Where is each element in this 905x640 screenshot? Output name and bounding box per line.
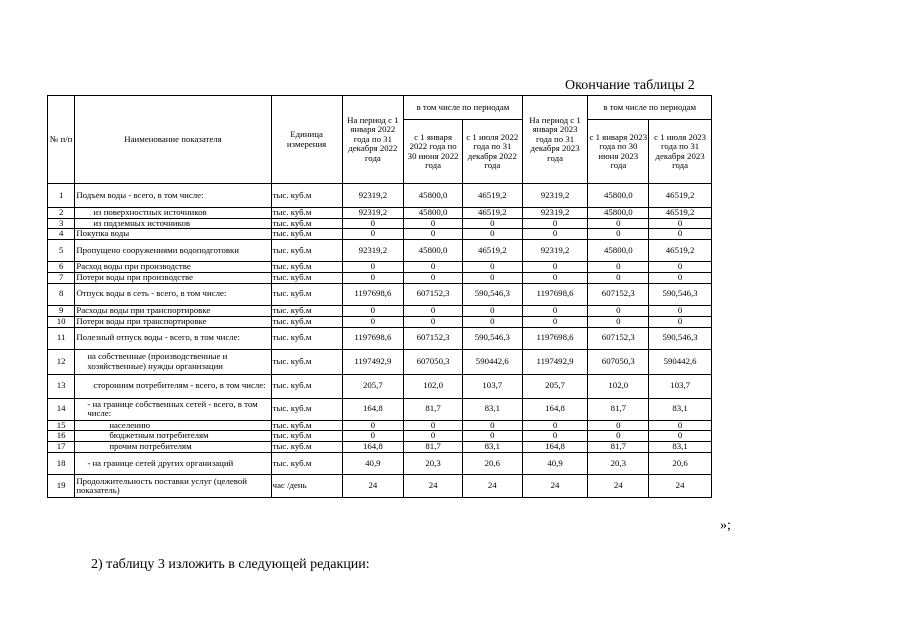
row-number: 18	[48, 453, 75, 475]
value-cell: 0	[342, 420, 404, 431]
indicator-name: из подземных источников	[75, 218, 271, 229]
value-cell: 0	[404, 229, 463, 240]
value-cell: 0	[588, 229, 649, 240]
table-row	[48, 316, 712, 327]
value-cell: 92319,2	[342, 184, 404, 208]
value-cell: 92319,2	[522, 208, 588, 219]
row-number: 6	[48, 262, 75, 273]
unit-cell: тыс. куб.м	[271, 184, 342, 208]
indicator-name: Подъем воды - всего, в том числе:	[75, 184, 271, 208]
table-row	[48, 349, 712, 374]
value-cell: 0	[342, 272, 404, 283]
indicator-name: из поверхностных источников	[75, 208, 271, 219]
value-cell: 24	[404, 475, 463, 498]
value-cell: 0	[522, 262, 588, 273]
unit-cell: тыс. куб.м	[271, 305, 342, 316]
value-cell: 607152,3	[404, 327, 463, 349]
row-number: 1	[48, 184, 75, 208]
closing-quote: »;	[720, 518, 731, 533]
value-cell: 590,546,3	[462, 327, 522, 349]
indicator-name: Отпуск воды в сеть - всего, в том числе:	[75, 283, 271, 305]
value-cell: 81,7	[588, 442, 649, 453]
unit-cell: тыс. куб.м	[271, 229, 342, 240]
value-cell: 0	[522, 272, 588, 283]
header-incl-2022: в том числе по периодам	[404, 96, 522, 120]
row-number: 7	[48, 272, 75, 283]
value-cell: 590,546,3	[649, 283, 712, 305]
value-cell: 0	[649, 229, 712, 240]
value-cell: 607152,3	[588, 327, 649, 349]
value-cell: 1197698,6	[522, 327, 588, 349]
row-number: 5	[48, 240, 75, 262]
value-cell: 0	[462, 262, 522, 273]
value-cell: 20,6	[649, 453, 712, 475]
indicator-name: Потери воды при транспортировке	[75, 316, 271, 327]
row-number: 16	[48, 431, 75, 442]
value-cell: 45800,0	[588, 208, 649, 219]
value-cell: 0	[649, 272, 712, 283]
table-body	[48, 184, 712, 498]
value-cell: 92319,2	[342, 208, 404, 219]
value-cell: 102,0	[404, 374, 463, 398]
value-cell: 164,8	[522, 442, 588, 453]
row-number: 19	[48, 475, 75, 498]
value-cell: 0	[588, 218, 649, 229]
value-cell: 1197698,6	[342, 283, 404, 305]
indicator-name: на собственные (производственные и хозяйственные) нужды организации	[75, 349, 271, 374]
value-cell: 607152,3	[404, 283, 463, 305]
indicator-name: прочим потребителям	[75, 442, 271, 453]
value-cell: 1197698,6	[522, 283, 588, 305]
table-row	[48, 305, 712, 316]
value-cell: 0	[404, 431, 463, 442]
row-number: 3	[48, 218, 75, 229]
value-cell: 590442,6	[649, 349, 712, 374]
value-cell: 0	[588, 262, 649, 273]
table-row	[48, 420, 712, 431]
value-cell: 24	[588, 475, 649, 498]
value-cell: 24	[649, 475, 712, 498]
value-cell: 46519,2	[462, 184, 522, 208]
value-cell: 1197492,9	[522, 349, 588, 374]
unit-cell: тыс. куб.м	[271, 431, 342, 442]
value-cell: 0	[649, 218, 712, 229]
unit-cell: тыс. куб.м	[271, 240, 342, 262]
value-cell: 0	[522, 229, 588, 240]
value-cell: 607152,3	[588, 283, 649, 305]
header-num: № п/п	[48, 96, 75, 184]
value-cell: 40,9	[342, 453, 404, 475]
row-number: 11	[48, 327, 75, 349]
table-row	[48, 283, 712, 305]
value-cell: 103,7	[462, 374, 522, 398]
unit-cell: тыс. куб.м	[271, 327, 342, 349]
value-cell: 0	[522, 218, 588, 229]
unit-cell: тыс. куб.м	[271, 283, 342, 305]
table-row	[48, 475, 712, 498]
value-cell: 46519,2	[649, 240, 712, 262]
indicator-name: Расходы воды при транспортировке	[75, 305, 271, 316]
header-name: Наименование показателя	[75, 96, 271, 184]
value-cell: 45800,0	[588, 184, 649, 208]
indicator-name: - на границе сетей других организаций	[75, 453, 271, 475]
value-cell: 0	[342, 218, 404, 229]
row-number: 10	[48, 316, 75, 327]
unit-cell: тыс. куб.м	[271, 272, 342, 283]
value-cell: 46519,2	[649, 208, 712, 219]
value-cell: 24	[342, 475, 404, 498]
value-cell: 1197698,6	[342, 327, 404, 349]
value-cell: 46519,2	[462, 208, 522, 219]
value-cell: 0	[522, 420, 588, 431]
indicator-name: населению	[75, 420, 271, 431]
indicator-name: сторонним потребителям - всего, в том числе:	[75, 374, 271, 398]
header-incl-2023: в том числе по периодам	[588, 96, 712, 120]
value-cell: 205,7	[522, 374, 588, 398]
value-cell: 0	[588, 431, 649, 442]
header-unit: Единица измерения	[271, 96, 342, 184]
table-row	[48, 184, 712, 208]
value-cell: 0	[404, 262, 463, 273]
value-cell: 0	[649, 305, 712, 316]
value-cell: 0	[404, 420, 463, 431]
table-row	[48, 262, 712, 273]
value-cell: 24	[522, 475, 588, 498]
value-cell: 40,9	[522, 453, 588, 475]
value-cell: 0	[462, 431, 522, 442]
unit-cell: тыс. куб.м	[271, 349, 342, 374]
value-cell: 83,1	[462, 442, 522, 453]
value-cell: 0	[404, 316, 463, 327]
value-cell: 46519,2	[462, 240, 522, 262]
instruction-paragraph: 2) таблицу 3 изложить в следующей редакции:	[91, 557, 370, 572]
indicator-name: - на границе собственных сетей - всего, в том числе:	[75, 398, 271, 420]
value-cell: 0	[588, 305, 649, 316]
value-cell: 0	[404, 272, 463, 283]
table-row	[48, 327, 712, 349]
value-cell: 590,546,3	[462, 283, 522, 305]
value-cell: 164,8	[342, 442, 404, 453]
value-cell: 20,6	[462, 453, 522, 475]
row-number: 13	[48, 374, 75, 398]
value-cell: 0	[588, 420, 649, 431]
unit-cell: тыс. куб.м	[271, 208, 342, 219]
indicator-name: Продолжительность поставки услуг (целевой показатель)	[75, 475, 271, 498]
header-h2-2022: с 1 июля 2022 года по 31 декабря 2022 года	[462, 120, 522, 184]
value-cell: 0	[462, 305, 522, 316]
value-cell: 164,8	[342, 398, 404, 420]
unit-cell: тыс. куб.м	[271, 374, 342, 398]
table-row	[48, 442, 712, 453]
header-h1-2022: с 1 января 2022 года по 30 июня 2022 года	[404, 120, 463, 184]
value-cell: 0	[342, 229, 404, 240]
value-cell: 45800,0	[588, 240, 649, 262]
indicator-name: бюджетным потребителям	[75, 431, 271, 442]
value-cell: 45800,0	[404, 208, 463, 219]
value-cell: 83,1	[649, 442, 712, 453]
value-cell: 0	[342, 262, 404, 273]
table-row	[48, 374, 712, 398]
row-number: 4	[48, 229, 75, 240]
table-row	[48, 229, 712, 240]
value-cell: 0	[342, 305, 404, 316]
value-cell: 590442,6	[462, 349, 522, 374]
table-caption: Окончание таблицы 2	[565, 78, 695, 93]
value-cell: 0	[462, 218, 522, 229]
value-cell: 81,7	[588, 398, 649, 420]
table-row	[48, 431, 712, 442]
value-cell: 46519,2	[649, 184, 712, 208]
value-cell: 0	[462, 229, 522, 240]
header-period-2023: На период с 1 января 2023 года по 31 декабря 2023 года	[522, 96, 588, 184]
value-cell: 45800,0	[404, 240, 463, 262]
value-cell: 0	[588, 316, 649, 327]
value-cell: 607050,3	[588, 349, 649, 374]
value-cell: 83,1	[462, 398, 522, 420]
value-cell: 0	[342, 431, 404, 442]
value-cell: 0	[522, 431, 588, 442]
value-cell: 24	[462, 475, 522, 498]
value-cell: 0	[649, 420, 712, 431]
value-cell: 205,7	[342, 374, 404, 398]
table-row	[48, 208, 712, 219]
value-cell: 20,3	[404, 453, 463, 475]
value-cell: 0	[404, 218, 463, 229]
value-cell: 0	[462, 420, 522, 431]
row-number: 2	[48, 208, 75, 219]
value-cell: 0	[342, 316, 404, 327]
unit-cell: тыс. куб.м	[271, 442, 342, 453]
row-number: 14	[48, 398, 75, 420]
value-cell: 1197492,9	[342, 349, 404, 374]
unit-cell: тыс. куб.м	[271, 453, 342, 475]
indicator-name: Пропущено сооружениями водоподготовки	[75, 240, 271, 262]
value-cell: 83,1	[649, 398, 712, 420]
header-h2-2023: с 1 июля 2023 года по 31 декабря 2023 года	[649, 120, 712, 184]
value-cell: 45800,0	[404, 184, 463, 208]
value-cell: 92319,2	[342, 240, 404, 262]
water-balance-table	[47, 95, 712, 498]
unit-cell: тыс. куб.м	[271, 316, 342, 327]
value-cell: 0	[462, 272, 522, 283]
unit-cell: тыс. куб.м	[271, 398, 342, 420]
indicator-name: Полезный отпуск воды - всего, в том числе:	[75, 327, 271, 349]
table-row	[48, 453, 712, 475]
value-cell: 102,0	[588, 374, 649, 398]
value-cell: 0	[649, 262, 712, 273]
indicator-name: Расход воды при производстве	[75, 262, 271, 273]
unit-cell: тыс. куб.м	[271, 420, 342, 431]
value-cell: 607050,3	[404, 349, 463, 374]
value-cell: 0	[522, 305, 588, 316]
value-cell: 0	[649, 316, 712, 327]
unit-cell: тыс. куб.м	[271, 262, 342, 273]
indicator-name: Покупка воды	[75, 229, 271, 240]
unit-cell: час /день	[271, 475, 342, 498]
row-number: 15	[48, 420, 75, 431]
value-cell: 0	[522, 316, 588, 327]
value-cell: 81,7	[404, 398, 463, 420]
value-cell: 92319,2	[522, 184, 588, 208]
value-cell: 164,8	[522, 398, 588, 420]
indicator-name: Потери воды при производстве	[75, 272, 271, 283]
header-period-2022: На период с 1 января 2022 года по 31 декабря 2022 года	[342, 96, 404, 184]
value-cell: 590,546,3	[649, 327, 712, 349]
table-row	[48, 272, 712, 283]
row-number: 17	[48, 442, 75, 453]
row-number: 9	[48, 305, 75, 316]
header-h1-2023: с 1 января 2023 года по 30 июня 2023 года	[588, 120, 649, 184]
value-cell: 0	[462, 316, 522, 327]
value-cell: 0	[404, 305, 463, 316]
value-cell: 20,3	[588, 453, 649, 475]
row-number: 12	[48, 349, 75, 374]
table-row	[48, 398, 712, 420]
value-cell: 81,7	[404, 442, 463, 453]
value-cell: 0	[588, 272, 649, 283]
table-row	[48, 240, 712, 262]
table-row	[48, 218, 712, 229]
value-cell: 0	[649, 431, 712, 442]
value-cell: 92319,2	[522, 240, 588, 262]
row-number: 8	[48, 283, 75, 305]
value-cell: 103,7	[649, 374, 712, 398]
unit-cell: тыс. куб.м	[271, 218, 342, 229]
